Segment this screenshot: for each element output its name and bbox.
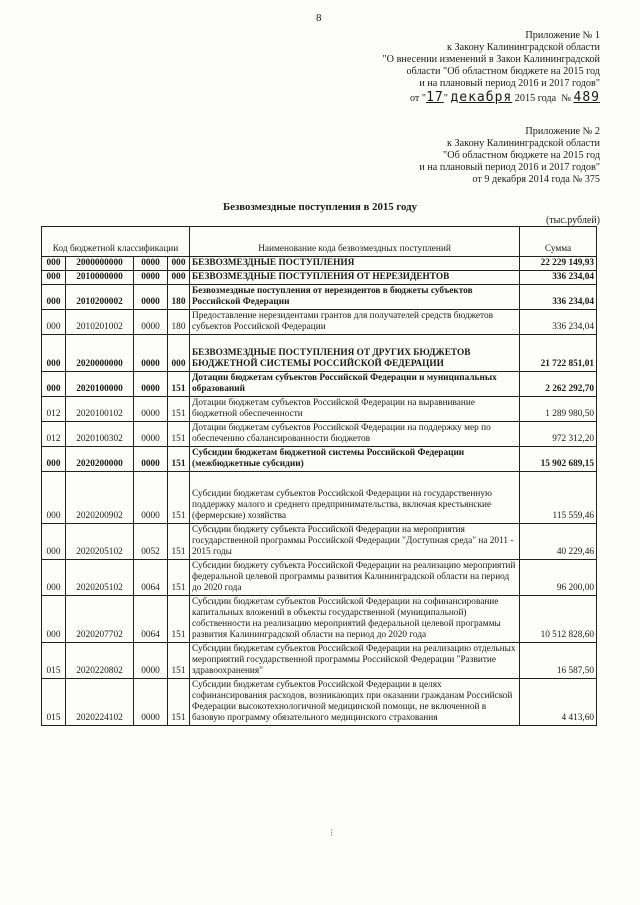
cell-economic-code: 180 [168,310,190,335]
table-row [42,679,597,726]
cell-program-code: 0000 [134,447,168,472]
cell-sum: 21 722 851,01 [520,335,597,372]
cell-name: Дотации бюджетам субъектов Российской Федерации и муниципальных образований [190,372,520,397]
cell-economic-code: 151 [168,643,190,679]
cell-revenue-code: 2010201002 [66,310,134,335]
cell-program-code: 0000 [134,422,168,447]
appendix-1-date-line [383,92,601,105]
cell-admin-code: 000 [42,257,66,271]
cell-revenue-code: 2020200000 [66,447,134,472]
table-row [42,643,597,679]
table-row [42,257,597,271]
cell-name: Дотации бюджетам субъектов Российской Федерации на поддержку мер по обеспечению сбалансированности бюджетов [190,422,520,447]
appendix-1-header [383,30,601,105]
date-year: 2015 года [514,93,557,104]
table-row [42,560,597,596]
cell-sum: 16 587,50 [520,643,597,679]
cell-sum: 22 229 149,93 [520,257,597,271]
cell-program-code: 0064 [134,596,168,643]
table-row [42,397,597,422]
appendix-1-line: Приложение № 1 [525,30,600,41]
cell-economic-code: 180 [168,285,190,310]
cell-program-code: 0000 [134,310,168,335]
cell-admin-code: 000 [42,472,66,524]
cell-revenue-code: 2020205102 [66,524,134,560]
table-header-row [42,227,597,257]
cell-revenue-code: 2020224102 [66,679,134,726]
date-prefix: от " [409,93,427,104]
cell-name: Субсидии бюджетам субъектов Российской Федерации на государственную поддержку малого и среднего предпринимательства, включая крестьянские (фермерские) хозяйства [190,472,520,524]
appendix-1-line: "О внесении изменений в Закон Калининградской [382,54,600,65]
cell-economic-code: 151 [168,560,190,596]
cell-revenue-code: 2020220802 [66,643,134,679]
table-row [42,524,597,560]
cell-economic-code: 151 [168,397,190,422]
cell-revenue-code: 2010000000 [66,271,134,285]
column-header-sum: Сумма [520,227,597,257]
cell-name: Субсидии бюджету субъекта Российской Федерации на реализацию мероприятий федеральной целевой программы развития Калининградской области на период до 2020 года [190,560,520,596]
column-header-name: Наименование кода безвозмездных поступлений [190,227,520,257]
revenue-table [41,226,597,726]
cell-sum: 96 200,00 [520,560,597,596]
cell-program-code: 0000 [134,397,168,422]
cell-program-code: 0000 [134,285,168,310]
appendix-1-line: области "Об областном бюджете на 2015 год [406,66,600,77]
table-row [42,310,597,335]
cell-program-code: 0000 [134,643,168,679]
cell-name: Дотации бюджетам субъектов Российской Федерации на выравнивание бюджетной обеспеченности [190,397,520,422]
cell-economic-code: 151 [168,447,190,472]
cell-admin-code: 012 [42,422,66,447]
cell-sum: 1 289 980,50 [520,397,597,422]
cell-admin-code: 000 [42,447,66,472]
cell-sum: 336 234,04 [520,310,597,335]
cell-economic-code: 151 [168,524,190,560]
units-label: (тыс.рублей) [545,215,600,226]
table-row [42,285,597,310]
cell-admin-code: 015 [42,679,66,726]
document-title: Безвозмездные поступления в 2015 году [223,201,417,213]
cell-economic-code: 151 [168,596,190,643]
cell-name: Субсидии бюджетам субъектов Российской Федерации в целях софинансирования расходов, возникающих при оказании гражданам Российской Федерации высокотехнологичной медицинской помощи, не включенной в базовую программу обязательного медицинского страхования [190,679,520,726]
cell-name: Субсидии бюджетам субъектов Российской Федерации на софинансирование капитальных вложений в объекты государственной (муниципальной) собственности на реализацию мероприятий федеральной целевой программы развития Калининградской области на период до 2020 года [190,596,520,643]
cell-sum: 336 234,04 [520,285,597,310]
table-row [42,422,597,447]
table-row [42,372,597,397]
date-mid: " [443,93,448,104]
appendix-2-line: и на плановый период 2016 и 2017 годов" [419,162,600,173]
cell-name: БЕЗВОЗМЕЗДНЫЕ ПОСТУПЛЕНИЯ ОТ НЕРЕЗИДЕНТОВ [190,271,520,285]
number-prefix: № [561,93,571,104]
cell-program-code: 0000 [134,679,168,726]
date-month: декабря [450,90,513,105]
cell-admin-code: 000 [42,560,66,596]
appendix-2-line: от 9 декабря 2014 года № 375 [472,174,600,185]
cell-name: Субсидии бюджету субъекта Российской Федерации на мероприятия государственной программы Российской Федерации "Доступная среда" на 2011 - 2015 годы [190,524,520,560]
cell-economic-code: 000 [168,257,190,271]
cell-admin-code: 000 [42,596,66,643]
cell-economic-code: 151 [168,372,190,397]
cell-name: Субсидии бюджетам субъектов Российской Федерации на реализацию отдельных мероприятий государственной программы Российской Федерации "Развитие здравоохранения" [190,643,520,679]
cell-sum: 972 312,20 [520,422,597,447]
cell-program-code: 0000 [134,372,168,397]
cell-admin-code: 000 [42,372,66,397]
page-number: 8 [316,12,322,24]
cell-revenue-code: 2000000000 [66,257,134,271]
cell-admin-code: 000 [42,285,66,310]
cell-name: БЕЗВОЗМЕЗДНЫЕ ПОСТУПЛЕНИЯ ОТ ДРУГИХ БЮДЖЕТОВ БЮДЖЕТНОЙ СИСТЕМЫ РОССИЙСКОЙ ФЕДЕРАЦИИ [190,335,520,372]
cell-revenue-code: 2020100302 [66,422,134,447]
cell-name: БЕЗВОЗМЕЗДНЫЕ ПОСТУПЛЕНИЯ [190,257,520,271]
cell-admin-code: 000 [42,310,66,335]
cell-admin-code: 015 [42,643,66,679]
cell-program-code: 0000 [134,472,168,524]
cell-sum: 40 229,46 [520,524,597,560]
cell-economic-code: 151 [168,472,190,524]
date-day: 17 [426,90,444,105]
appendix-1-line: и на плановый период 2016 и 2017 годов" [419,78,600,89]
appendix-2-line: "Об областном бюджете на 2015 год [443,150,600,161]
cell-economic-code: 000 [168,335,190,372]
cell-revenue-code: 2020100102 [66,397,134,422]
cell-revenue-code: 2020000000 [66,335,134,372]
cell-revenue-code: 2010200002 [66,285,134,310]
cell-program-code: 0000 [134,271,168,285]
cell-sum: 2 262 292,70 [520,372,597,397]
cell-sum: 4 413,60 [520,679,597,726]
appendix-1-line: к Закону Калининградской области [447,42,600,53]
cell-program-code: 0000 [134,335,168,372]
column-header-code: Код бюджетной классификации [42,227,190,257]
cell-revenue-code: 2020200902 [66,472,134,524]
cell-admin-code: 012 [42,397,66,422]
cell-admin-code: 000 [42,271,66,285]
cell-program-code: 0052 [134,524,168,560]
cell-name: Субсидии бюджетам бюджетной системы Российской Федерации (межбюджетные субсидии) [190,447,520,472]
cell-program-code: 0000 [134,257,168,271]
table-row [42,472,597,524]
table-row [42,596,597,643]
table-row [42,335,597,372]
cell-name: Безвозмездные поступления от нерезидентов в бюджеты субъектов Российской Федерации [190,285,520,310]
cell-revenue-code: 2020100000 [66,372,134,397]
cell-sum: 336 234,04 [520,271,597,285]
law-number: 489 [573,90,600,105]
cell-admin-code: 000 [42,335,66,372]
cell-name: Предоставление нерезидентами грантов для получателей средств бюджетов субъектов Российской Федерации [190,310,520,335]
appendix-2-line: к Закону Калининградской области [447,138,600,149]
cell-revenue-code: 2020205102 [66,560,134,596]
appendix-2-line: Приложение № 2 [525,126,600,137]
appendix-2-header [419,126,600,186]
cell-economic-code: 151 [168,422,190,447]
cell-sum: 115 559,46 [520,472,597,524]
cell-admin-code: 000 [42,524,66,560]
cell-economic-code: 000 [168,271,190,285]
margin-mark: ⁝ [330,828,334,839]
table-row [42,271,597,285]
table-row [42,447,597,472]
cell-revenue-code: 2020207702 [66,596,134,643]
cell-sum: 15 902 689,15 [520,447,597,472]
cell-economic-code: 151 [168,679,190,726]
cell-sum: 10 512 828,60 [520,596,597,643]
cell-program-code: 0064 [134,560,168,596]
